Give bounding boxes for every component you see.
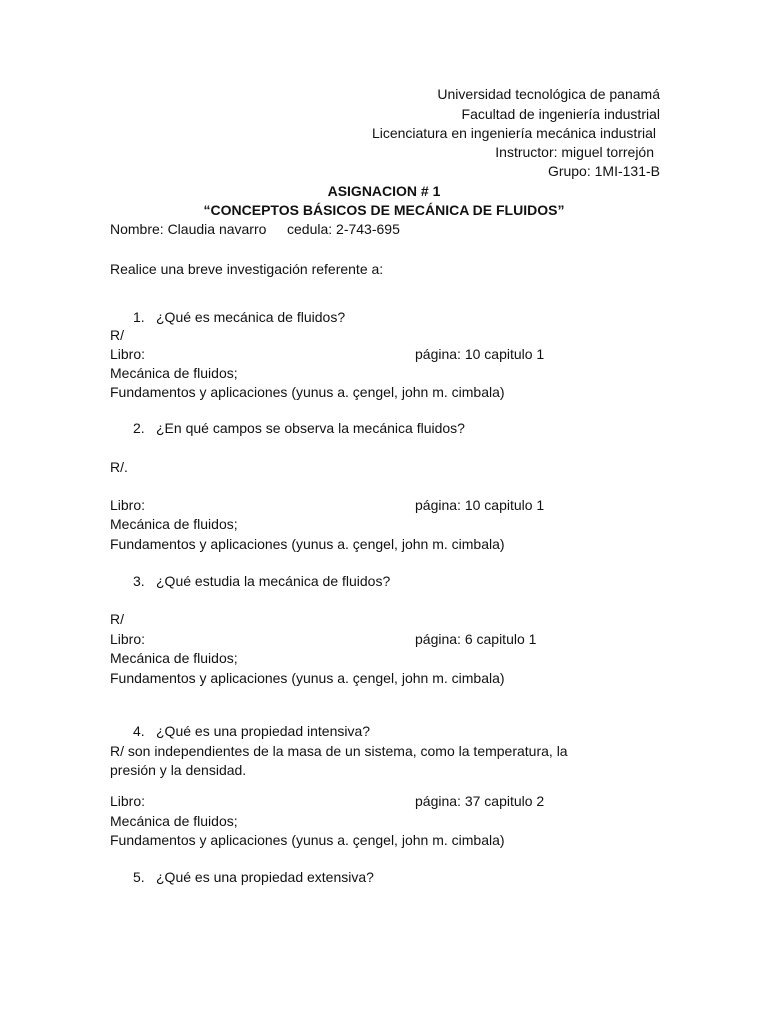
answer-text-line-1: R/ son independientes de la masa de un sistema, como la temperatura, la: [110, 743, 568, 759]
book-subtitle: Fundamentos y aplicaciones (yunus a. çengel, john m. cimbala): [110, 384, 505, 400]
book-subtitle: Fundamentos y aplicaciones (yunus a. çengel, john m. cimbala): [110, 536, 505, 552]
answer-text: R/: [110, 611, 124, 627]
book-subtitle: Fundamentos y aplicaciones (yunus a. çengel, john m. cimbala): [110, 670, 505, 686]
answer-text-line-2: presión y la densidad.: [110, 762, 247, 778]
intro-text: Realice una breve investigación referente a:: [110, 261, 384, 277]
book-subtitle: Fundamentos y aplicaciones (yunus a. çengel, john m. cimbala): [110, 832, 505, 848]
book-title: Mecánica de fluidos;: [110, 650, 238, 666]
question-text: ¿Qué estudia la mecánica de fluidos?: [156, 573, 391, 589]
book-title: Mecánica de fluidos;: [110, 365, 238, 381]
answer-text: R/.: [110, 459, 128, 475]
question-text: ¿Qué es una propiedad extensiva?: [156, 869, 374, 885]
question-number: 1.: [133, 309, 145, 325]
question-text: ¿Qué es mecánica de fluidos?: [156, 309, 346, 325]
answer-text: R/: [110, 327, 124, 343]
faculty-name: Facultad de ingeniería industrial: [461, 106, 660, 122]
book-title: Mecánica de fluidos;: [110, 813, 238, 829]
question-text: ¿Qué es una propiedad intensiva?: [156, 723, 371, 739]
page-reference: página: 10 capitulo 1: [415, 497, 545, 513]
question-number: 2.: [133, 420, 145, 436]
page-reference: página: 10 capitulo 1: [415, 346, 545, 362]
page-reference: página: 37 capitulo 2: [415, 793, 545, 809]
page-reference: página: 6 capitulo 1: [415, 631, 537, 647]
group-line: Grupo: 1MI-131-B: [547, 163, 660, 179]
book-title: Mecánica de fluidos;: [110, 516, 238, 532]
question-number: 3.: [133, 573, 145, 589]
assignment-title: ASIGNACION # 1: [327, 183, 441, 199]
degree-name: Licenciatura en ingeniería mecánica industrial: [371, 125, 656, 141]
student-cedula: cedula: 2-743-695: [287, 221, 400, 237]
question-number: 4.: [133, 723, 145, 739]
question-text: ¿En qué campos se observa la mecánica fluidos?: [156, 420, 465, 436]
subject-title: “CONCEPTOS BÁSICOS DE MECÁNICA DE FLUIDOS”: [203, 202, 565, 218]
libro-label: Libro:: [110, 497, 146, 513]
libro-label: Libro:: [110, 793, 146, 809]
university-name: Universidad tecnológica de panamá: [437, 86, 660, 102]
libro-label: Libro:: [110, 346, 146, 362]
question-number: 5.: [133, 869, 145, 885]
libro-label: Libro:: [110, 631, 146, 647]
instructor-line: Instructor: miguel torrejón: [495, 144, 654, 160]
student-name: Nombre: Claudia navarro: [110, 221, 267, 237]
